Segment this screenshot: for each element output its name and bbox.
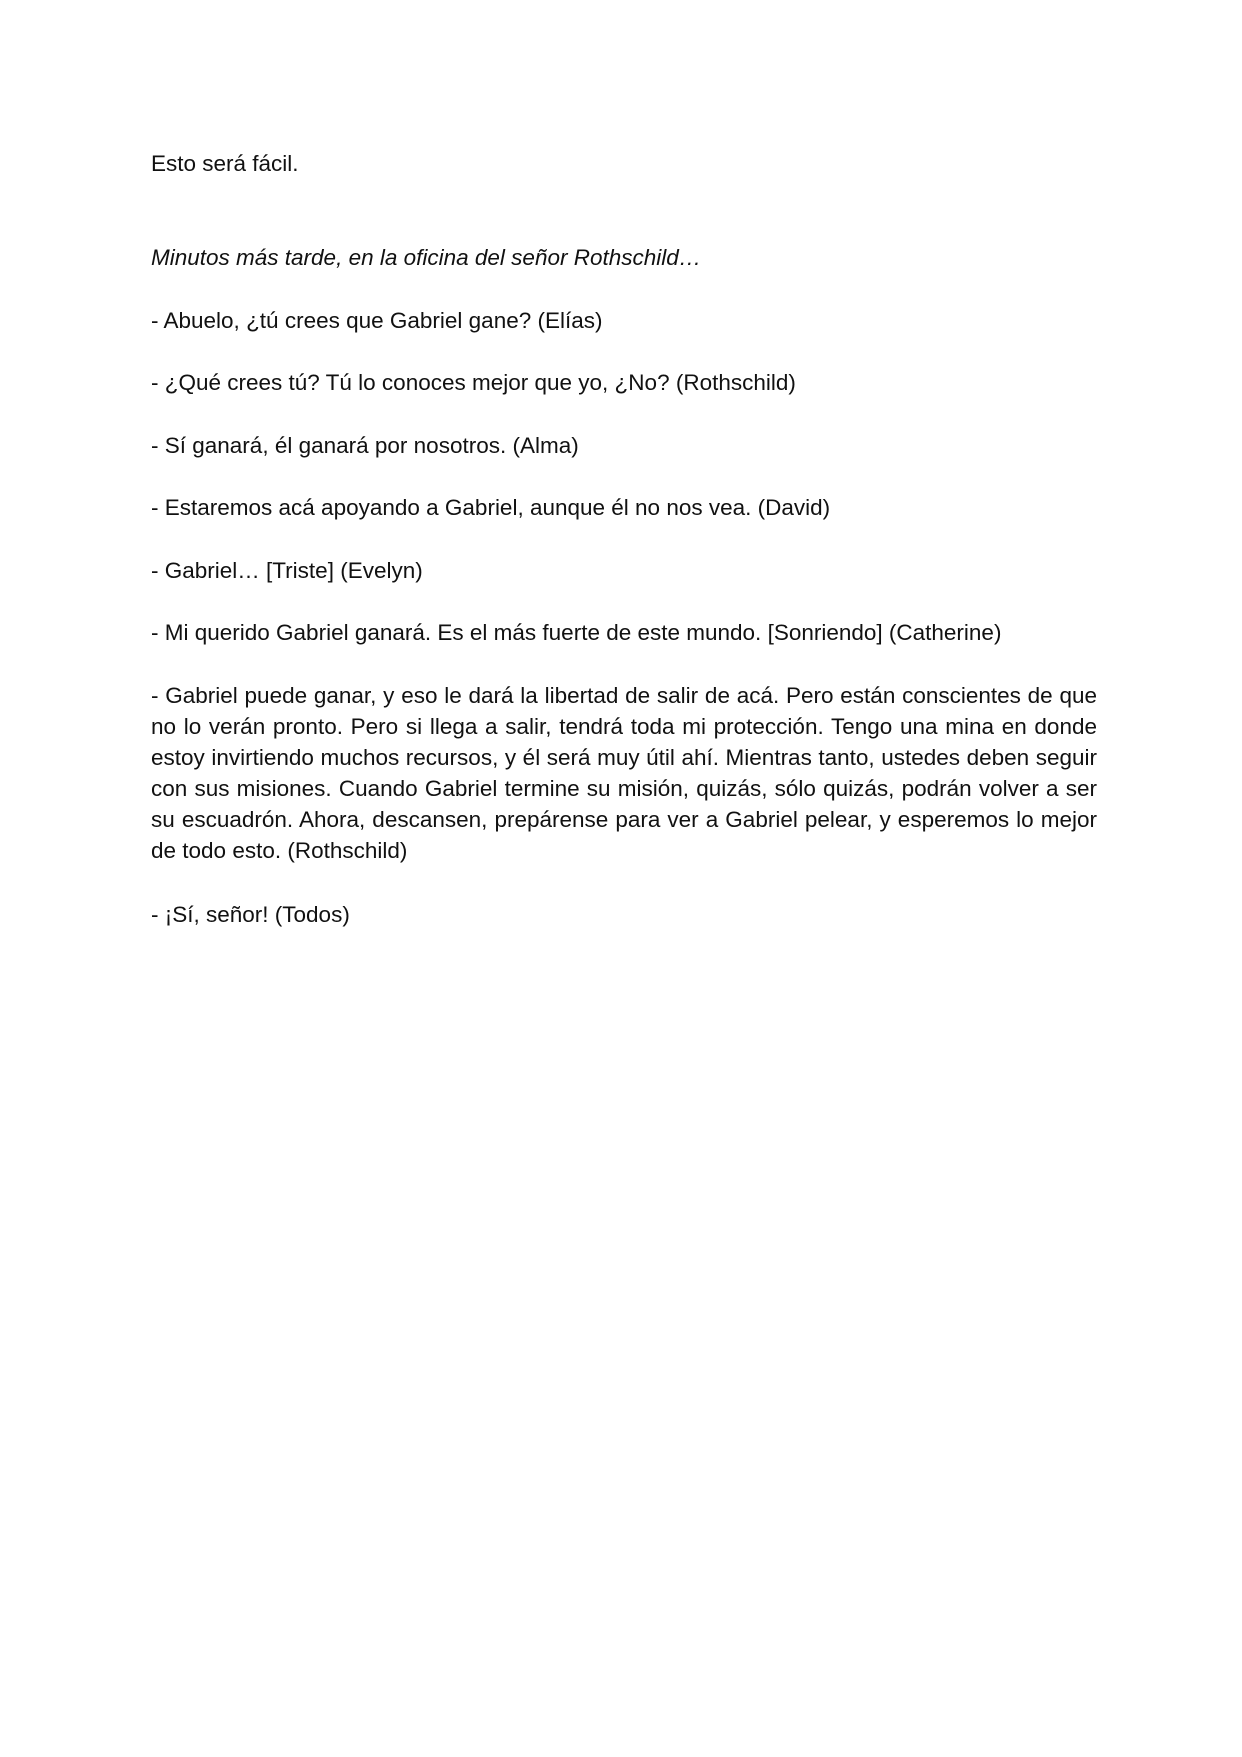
dialogue-paragraph: - Gabriel puede ganar, y eso le dará la libertad de salir de acá. Pero están conscientes de que no lo verán pronto. Pero si llega a salir, tendrá toda mi protección. Tengo una mina en donde estoy invirtiendo muchos recursos, y él será muy útil ahí. Mientras tanto, ustedes deben seguir con sus misiones. Cuando Gabriel termine su misión, quizás, sólo quizás, podrán volver a ser su escuadrón. Ahora, descansen, prepárense para ver a Gabriel pelear, y esperemos lo mejor de todo esto. (Rothschild) [151, 683, 1097, 863]
opening-paragraph: Esto será fácil. [151, 151, 299, 176]
dialogue-line: - Sí ganará, él ganará por nosotros. (Alma) [151, 433, 579, 458]
dialogue-line: - ¿Qué crees tú? Tú lo conoces mejor que yo, ¿No? (Rothschild) [151, 370, 796, 395]
dialogue-line: - Mi querido Gabriel ganará. Es el más fuerte de este mundo. [Sonriendo] (Catherine) [151, 620, 1002, 645]
dialogue-line: - Gabriel… [Triste] (Evelyn) [151, 558, 423, 583]
dialogue-line: - ¡Sí, señor! (Todos) [151, 902, 350, 927]
dialogue-line: - Estaremos acá apoyando a Gabriel, aunque él no nos vea. (David) [151, 495, 831, 520]
dialogue-line: - Abuelo, ¿tú crees que Gabriel gane? (Elías) [151, 308, 603, 333]
scene-direction: Minutos más tarde, en la oficina del señor Rothschild… [151, 245, 702, 270]
